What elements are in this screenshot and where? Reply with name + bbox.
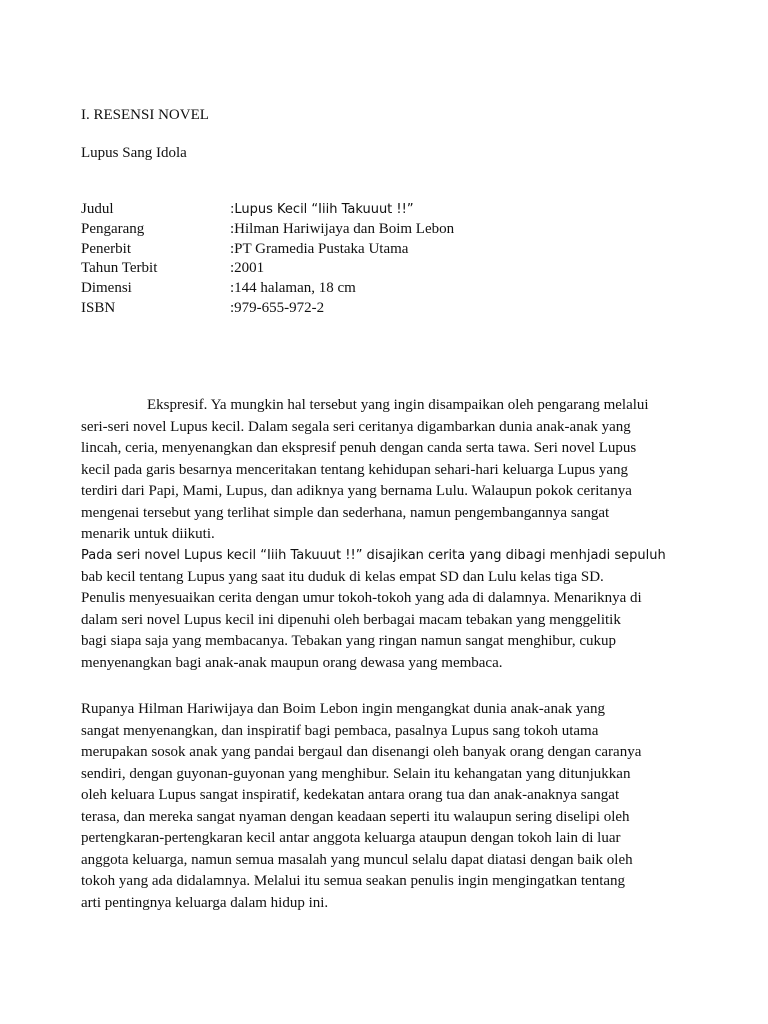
text-line: bab kecil tentang Lupus yang saat itu duduk di kelas empat SD dan Lulu kelas tiga SD.	[81, 568, 604, 585]
text-line: menyenangkan bagi anak-anak maupun orang dewasa yang membaca.	[81, 654, 503, 671]
book-info-row-isbn	[81, 299, 681, 319]
text-line: Pada seri novel Lupus kecil “Iiih Takuuut !!” disajikan cerita yang dibagi menhjadi sepuluh	[81, 548, 666, 563]
book-info-row-pengarang	[81, 220, 681, 240]
text-line: tokoh yang ada didalamnya. Melalui itu semua seakan penulis ingin mengingatkan tentang	[81, 873, 626, 889]
book-info-key: ISBN	[81, 299, 116, 316]
book-info-value: 979-655-972-2	[234, 299, 325, 316]
text-line: merupakan sosok anak yang pandai bergaul dan disenangi oleh banyak orang dengan caranya	[81, 744, 642, 760]
text-line: Ekspresif. Ya mungkin hal tersebut yang ingin disampaikan oleh pengarang melalui	[147, 397, 649, 413]
text-line: dalam seri novel Lupus kecil ini dipenuhi oleh berbagai macam tebakan yang menggelitik	[81, 611, 621, 628]
book-info-value: Lupus Kecil “Iiih Takuuut !!”	[234, 202, 414, 217]
text-line: Rupanya Hilman Hariwijaya dan Boim Lebon ingin mengangkat dunia anak-anak yang	[81, 701, 606, 717]
book-info-row-dimensi	[81, 279, 681, 299]
text-line: Penulis menyesuaikan cerita dengan umur tokoh-tokoh yang ada di dalamnya. Menariknya di	[81, 590, 642, 606]
paragraph-1	[81, 395, 687, 546]
text-line: menarik untuk diikuti.	[81, 526, 215, 542]
text-line: terdiri dari Papi, Mami, Lupus, dan adiknya yang bernama Lulu. Walaupun pokok ceritanya	[81, 483, 632, 499]
text-line: sendiri, dengan guyonan-guyonan yang menghibur. Selain itu kehangatan yang ditunjukkan	[81, 765, 631, 782]
text-line: terasa, dan mereka sangat nyaman dengan keadaan seperti itu walaupun sering diselipi oleh	[81, 808, 630, 825]
book-info-key: Dimensi	[81, 280, 132, 297]
paragraph-3	[81, 699, 687, 914]
book-info-separator: :	[230, 202, 235, 217]
text-line: mengenai tersebut yang terlihat simple dan sederhana, namun pengembangannya sangat	[81, 504, 610, 521]
book-info-table	[81, 200, 681, 319]
text-line: sangat menyenangkan, dan inspiratif bagi pembaca, pasalnya Lupus sang tokoh utama	[81, 722, 599, 739]
text-line: arti pentingnya keluarga dalam hidup ini.	[81, 894, 329, 911]
text-line: seri-seri novel Lupus kecil. Dalam segala seri ceritanya digambarkan dunia anak-anak yang	[81, 418, 631, 435]
text-line: bagi siapa saja yang membacanya. Tebakan yang ringan namun sangat menghibur, cukup	[81, 633, 616, 649]
book-info-separator: :	[230, 220, 235, 237]
book-info-row-judul	[81, 200, 681, 220]
text-line: kecil pada garis besarnya menceritakan tentang kehidupan sehari-hari keluarga Lupus yang	[81, 461, 629, 478]
book-info-value: PT Gramedia Pustaka Utama	[234, 240, 409, 257]
text-line: oleh keluara Lupus sangat inspiratif, kedekatan antara orang tua dan anak-anaknya sangat	[81, 787, 620, 803]
book-info-value: Hilman Hariwijaya dan Boim Lebon	[234, 220, 455, 237]
book-info-value: 2001	[234, 260, 265, 277]
book-info-separator: :	[230, 299, 235, 316]
text-line: pertengkaran-pertengkaran kecil antar anggota keluarga ataupun dengan tokoh lain di luar	[81, 830, 621, 846]
paragraph-2	[81, 545, 687, 674]
review-title: Lupus Sang Idola	[81, 145, 187, 161]
book-info-key: Pengarang	[81, 220, 145, 237]
book-info-separator: :	[230, 280, 235, 297]
book-info-key: Penerbit	[81, 240, 131, 257]
text-line: lincah, ceria, menyenangkan dan ekspresif penuh dengan canda serta tawa. Seri novel Lupus	[81, 440, 637, 456]
book-info-key: Tahun Terbit	[81, 260, 158, 277]
book-info-separator: :	[230, 240, 235, 257]
section-heading: I. RESENSI NOVEL	[81, 107, 209, 123]
book-info-row-penerbit	[81, 240, 681, 260]
book-info-separator: :	[230, 260, 235, 277]
book-info-key: Judul	[81, 201, 114, 217]
book-info-row-tahun-terbit	[81, 259, 681, 279]
book-info-value: 144 halaman, 18 cm	[234, 280, 356, 297]
text-line: anggota keluarga, namun semua masalah yang muncul selalu dapat diatasi dengan baik oleh	[81, 851, 633, 868]
